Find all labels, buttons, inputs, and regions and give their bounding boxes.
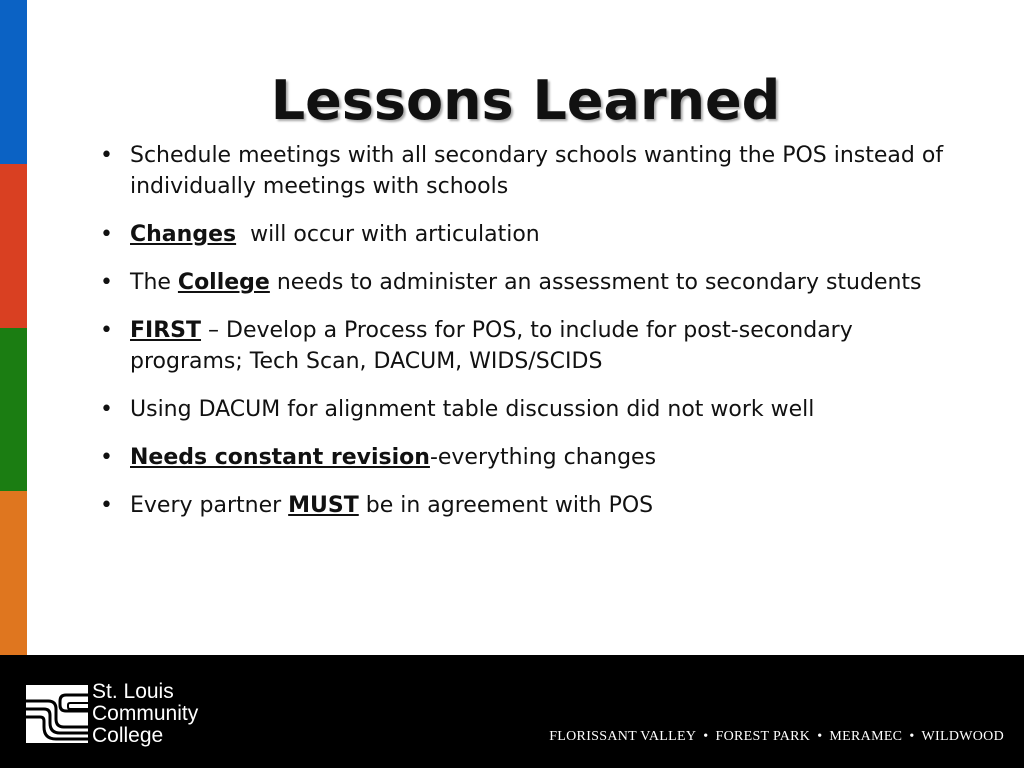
bullet-item [100, 219, 960, 250]
bullet-dot: • [100, 143, 113, 168]
bullet-item [100, 140, 960, 202]
bullet-emphasis: MUST [288, 493, 359, 518]
bullet-text: will occur with articulation [236, 222, 540, 247]
bullet-emphasis: Changes [130, 222, 237, 247]
college-name-line: Community [92, 702, 199, 725]
bullet-text: Schedule meetings with all secondary schools wanting the POS instead of individually meetings with schools [130, 143, 944, 199]
accent-bar-green [0, 328, 27, 491]
campus-separator: • [703, 729, 709, 744]
bullet-item [100, 442, 960, 473]
slide-title: Lessons Learned [270, 69, 781, 132]
bullet-dot: • [100, 270, 113, 295]
campus-separator: • [817, 729, 823, 744]
bullet-dot: • [100, 493, 113, 518]
accent-bar-blue [0, 0, 27, 164]
bullet-item [100, 490, 960, 521]
bullet-text: Using DACUM for alignment table discussion did not work well [130, 397, 815, 422]
campus-name: MERAMEC [829, 729, 903, 744]
bullet-text: -everything changes [429, 445, 657, 470]
campus-list [549, 729, 1004, 745]
campus-name: WILDWOOD [921, 729, 1004, 744]
bullet-text: be in agreement with POS [358, 493, 654, 518]
college-name [92, 681, 198, 747]
college-name-line: College [92, 724, 164, 747]
bullet-emphasis: Needs constant revision [130, 445, 430, 470]
bullet-text: – Develop a Process for POS, to include for post-secondary programs; Tech Scan, DACUM, WIDS/SCIDS [130, 318, 853, 374]
bullet-dot: • [100, 397, 113, 422]
stlcc-logo-icon [26, 685, 88, 743]
footer-band [0, 655, 1024, 768]
bullet-text: Every partner [130, 493, 289, 518]
campus-name: FOREST PARK [715, 729, 811, 744]
bullet-item [100, 267, 960, 298]
campus-separator: • [909, 729, 915, 744]
accent-bar-red [0, 164, 27, 328]
bullet-dot: • [100, 222, 113, 247]
bullet-emphasis: FIRST [130, 318, 202, 343]
bullet-dot: • [100, 445, 113, 470]
bullet-dot: • [100, 318, 113, 343]
bullet-item [100, 394, 960, 425]
bullet-list [100, 140, 960, 538]
bullet-text: The [130, 270, 178, 295]
bullet-item [100, 315, 960, 377]
bullet-text: needs to administer an assessment to secondary students [269, 270, 922, 295]
bullet-emphasis: College [177, 270, 270, 295]
accent-bar-orange [0, 491, 27, 655]
campus-name: FLORISSANT VALLEY [549, 729, 697, 744]
college-name-line: St. Louis [92, 680, 174, 703]
